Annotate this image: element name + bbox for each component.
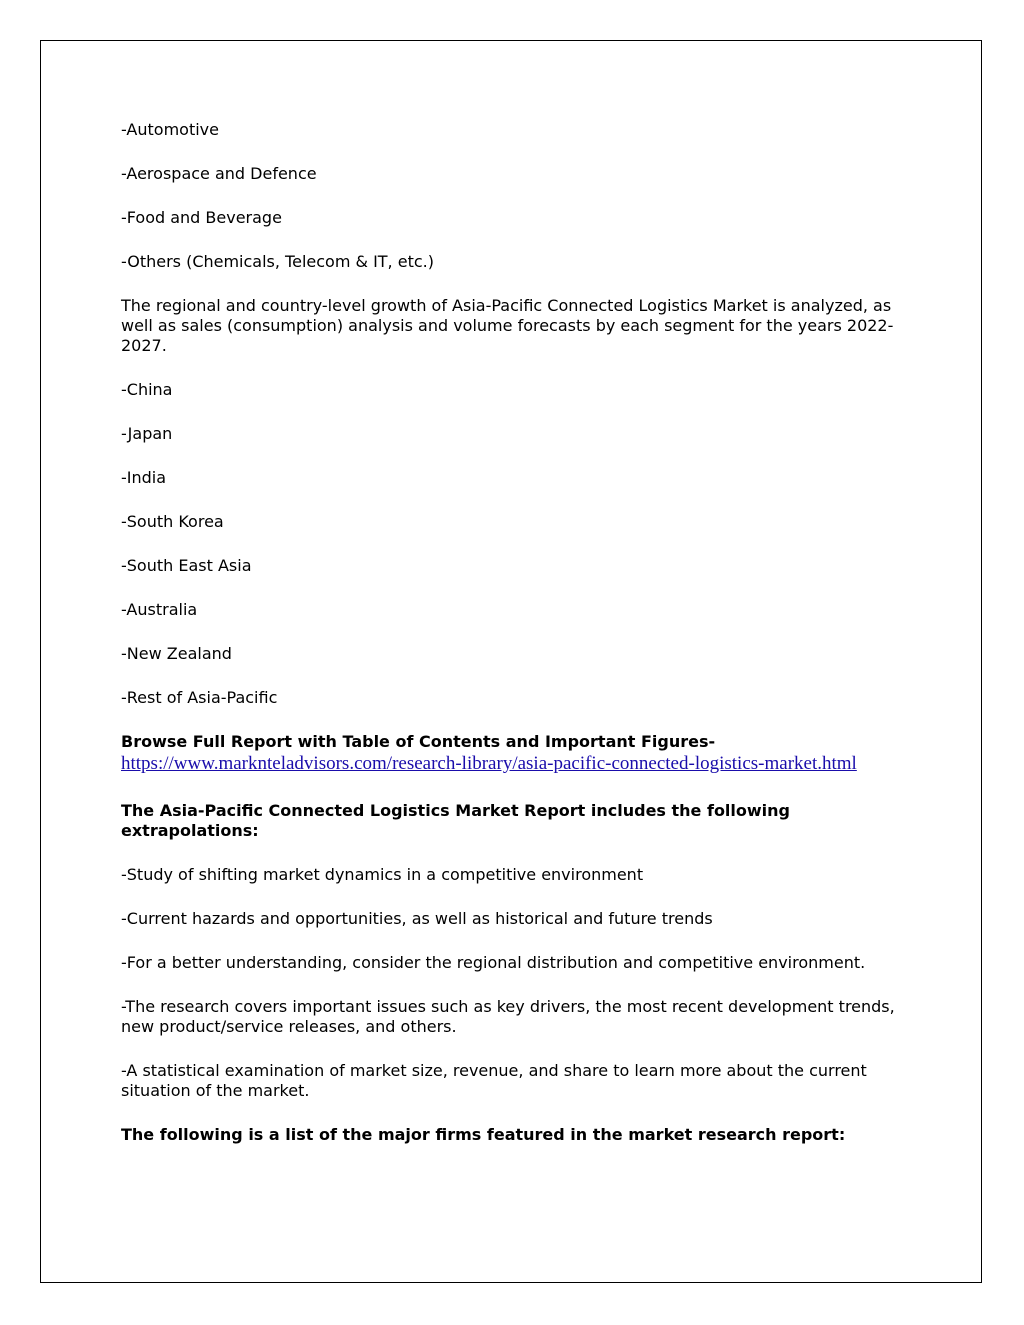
document-body <box>121 120 921 1169</box>
extrapolation-item: -The research covers important issues such as key drivers, the most recent development trends, new product/service releases, and others. <box>121 997 895 1036</box>
country-item: -Australia <box>121 600 198 619</box>
extrapolation-item: -A statistical examination of market size, revenue, and share to learn more about the current situation of the market. <box>121 1061 867 1100</box>
regional-intro: The regional and country-level growth of Asia-Pacific Connected Logistics Market is analyzed, as well as sales (consumption) analysis and volume forecasts by each segment for the years 2022-2027. <box>121 296 894 355</box>
country-item: -India <box>121 468 167 487</box>
browse-report-label: Browse Full Report with Table of Contents and Important Figures- <box>121 732 716 751</box>
country-item: -Japan <box>121 424 173 443</box>
industry-item: -Automotive <box>121 120 219 139</box>
extrapolation-item: -Current hazards and opportunities, as well as historical and future trends <box>121 909 713 928</box>
country-item: -New Zealand <box>121 644 232 663</box>
country-item: -Rest of Asia-Pacific <box>121 688 278 707</box>
industry-item: -Food and Beverage <box>121 208 282 227</box>
extrapolation-item: -For a better understanding, consider the regional distribution and competitive environment. <box>121 953 866 972</box>
extrapolation-item: -Study of shifting market dynamics in a competitive environment <box>121 865 644 884</box>
extrapolations-heading: The Asia-Pacific Connected Logistics Market Report includes the following extrapolations: <box>121 801 790 840</box>
industry-item: -Aerospace and Defence <box>121 164 317 183</box>
country-item: -South Korea <box>121 512 224 531</box>
industry-item: -Others (Chemicals, Telecom & IT, etc.) <box>121 252 434 271</box>
browse-report-paragraph <box>121 732 921 775</box>
country-item: -South East Asia <box>121 556 252 575</box>
report-link[interactable]: https://www.marknteladvisors.com/research-library/asia-pacific-connected-logistics-market.html <box>121 753 857 774</box>
firms-heading: The following is a list of the major firms featured in the market research report: <box>121 1125 846 1144</box>
country-item: -China <box>121 380 173 399</box>
